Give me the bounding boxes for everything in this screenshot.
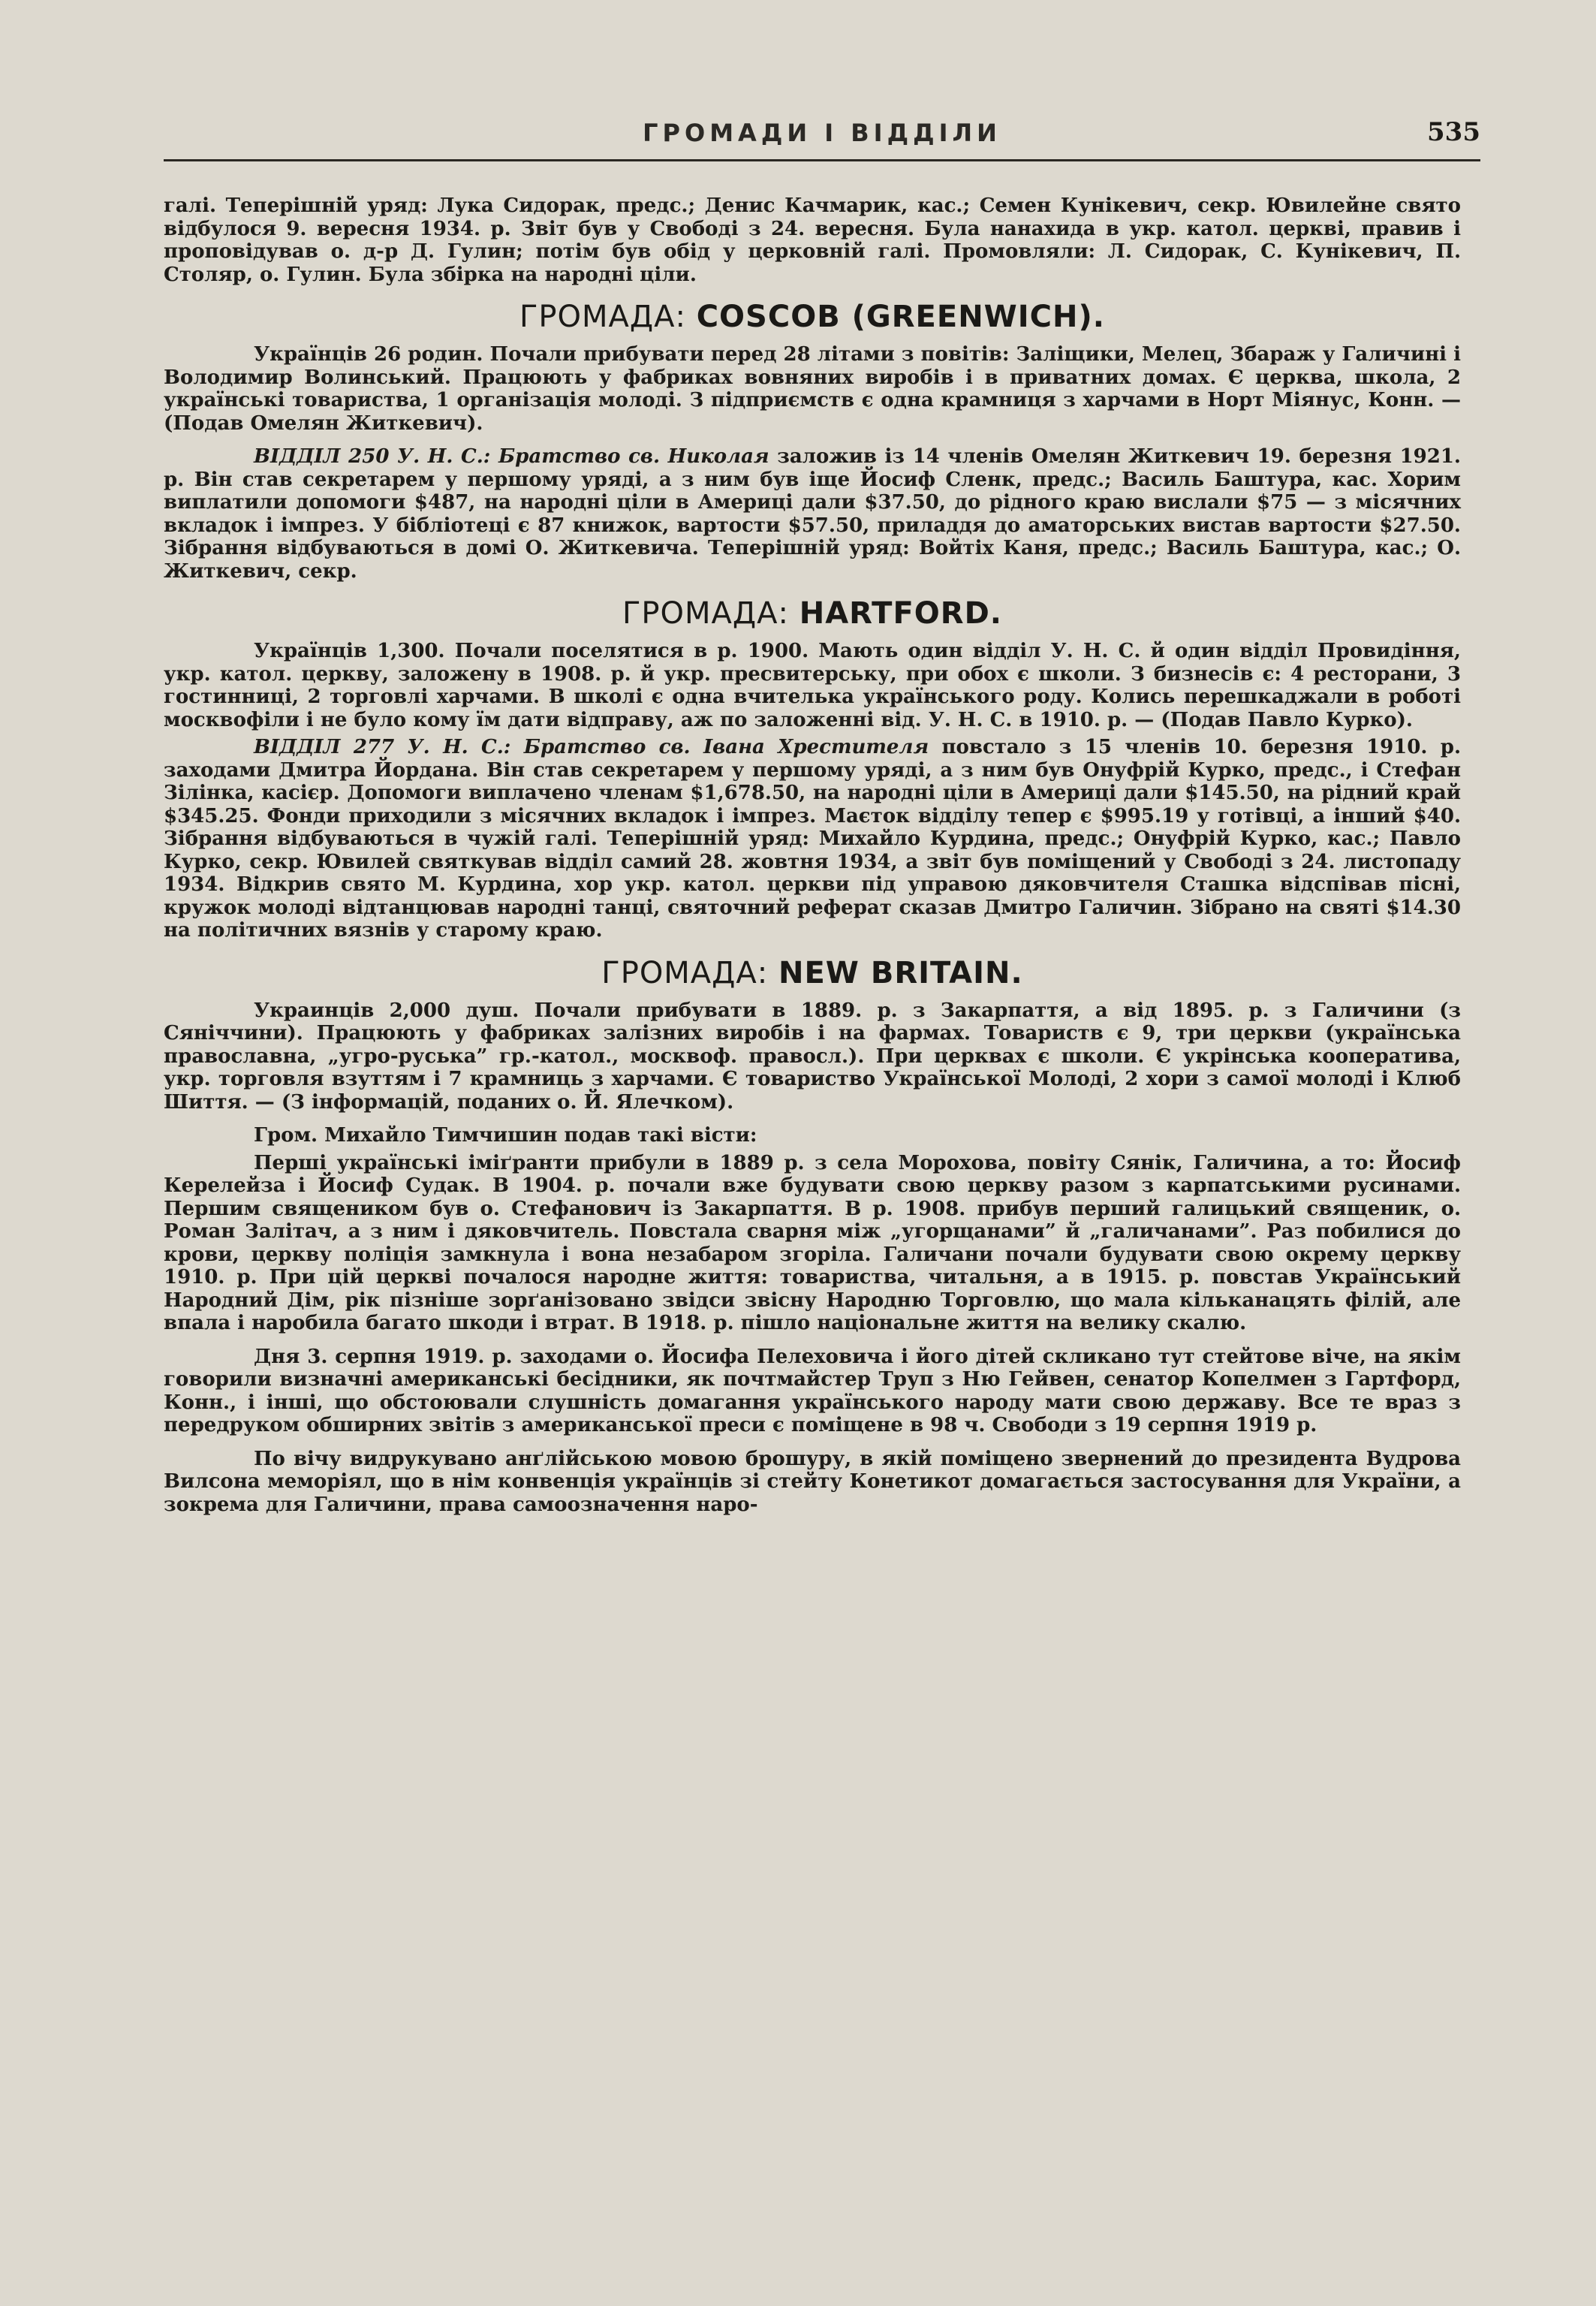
page-number: 535 (1427, 117, 1480, 147)
page-content (164, 194, 1461, 1516)
heading-place-name: NEW BRITAIN. (778, 955, 1023, 990)
branch-title: ВІДДІЛ 250 У. Н. С.: Братство св. Николая (254, 445, 769, 468)
heading-prefix: ГРОМАДА: (622, 596, 800, 631)
heading-place-name: HARTFORD. (799, 596, 1002, 631)
paragraph: По вічу видрукувано анґлійською мовою брошуру, в якій поміщено звернений до президента Вудрова Вилсона меморіял, що в нім конвенція українців зі стейту Конетикот домагається застосування для України, а зокрема для Галичини, права самоозначення наро- (164, 1447, 1461, 1516)
section-heading-hartford (164, 596, 1461, 631)
paragraph: Гром. Михайло Тимчишин подав такі вісти: (254, 1124, 757, 1147)
branch-title: ВІДДІЛ 277 У. Н. С.: Братство св. Івана Хрестителя (254, 736, 929, 758)
branch-text: повстало з 15 членів 10. березня 1910. р. заходами Дмитра Йордана. Він став секретарем у першому уряді, а з ним був Онуфрій Курко, предс., і Стефан Зілінка, касієр. Допомоги виплачено членам $1,678.50, на народні ціли в Америці дали $145.50, на рідний край $345.25. Фонди приходили з місячних вкладок і імпрез. Маєток відділу тепер є $995.19 у готівці, а інший $40. Зібрання відбуваються в чужій галі. Теперішній уряд: Михайло Курдина, предс.; Онуфрій Курко, кас.; Павло Курко, секр. Ювилей святкував відділ самий 28. жовтня 1934, а звіт був поміщений у Свободі з 24. листопаду 1934. Відкрив свято М. Курдина, хор укр. катол. церкви під управою дяковчителя Сташка відспівав пісні, кружок молоді відтанцював народні танці, святочний реферат сказав Дмитро Галичин. Зібрано на святі $14.30 на політичних вязнів у старому краю. (164, 736, 1461, 942)
paragraph: Дня 3. серпня 1919. р. заходами о. Йосифа Пелеховича і його дітей скликано тут стейтове віче, на якім говорили визначні американські бесідники, як почтмайстер Труп з Ню Гейвен, сенатор Копелмен з Гартфорд, Конн., і інші, що обстоювали слушність домагання українського народу мати свою державу. Все те враз з передруком обширних звітів з американської преси є поміщене в 98 ч. Свободи з 19 серпня 1919 р. (164, 1345, 1461, 1436)
page-header (164, 113, 1480, 161)
branch-paragraph (164, 445, 1461, 583)
section-heading-coscob (164, 300, 1461, 334)
paragraph: Перші українські іміґранти прибули в 1889 р. з села Морохова, повіту Сянік, Галичина, а то: Йосиф Керелейза і Йосиф Судак. В 1904. р. почали вже будувати свою церкву разом з карпатськими русинами. Першим священиком був о. Стефанович із Закарпаття. В р. 1908. прибув перший галицький священик, о. Роман Залітач, а з ним і дяковчитель. Повстала сварня між „угорщанами” й „галичанами”. Раз побилися до крови, церкву поліція замкнула і вона незабаром згоріла. Галичани почали будувати свою окрему церкву 1910. р. При цій церкві почалося народне життя: товариства, читальня, а в 1915. р. повстав Український Народний Дім, рік пізніше зорґанізовано звідси звісну Народню Торговлю, що мала кільканацять філій, але впала і наробила багато шкоди і втрат. В 1918. р. пішло національне життя на велику скалю. (164, 1151, 1461, 1334)
continuation-paragraph: галі. Теперішній уряд: Лука Сидорак, предс.; Денис Качмарик, кас.; Семен Кунікевич, секр. Ювилейне свято відбулося 9. вересня 1934. р. Звіт був у Свободі з 24. вересня. Була нанахида в укр. катол. церкві, правив і проповідував о. д-р Д. Гулин; потім був обід у церковній галі. Промовляли: Л. Сидорак, С. Кунікевич, П. Столяр, о. Гулин. Була збірка на народні ціли. (164, 194, 1461, 286)
paragraph: Украинців 2,000 душ. Почали прибувати в 1889. р. з Закарпаття, а від 1895. р. з Галичини (з Сяніччини). Працюють у фабриках залізних виробів і на фармах. Товариств є 9, три церкви (українська православна, „угро-руська” гр.-катол., москвоф. правосл.). При церквах є школи. Є укрінська кооператива, укр. торговля взуттям і 7 крамниць з харчами. Є товариство Української Молоді, 2 хори з самої молоді і Клюб Шиття. — (З інформацій, поданих о. Й. Ялечком). (164, 999, 1461, 1114)
heading-prefix: ГРОМАДА: (601, 955, 778, 990)
branch-text: заложив із 14 членів Омелян Житкевич 19. березня 1921. р. Він став секретарем у першому уряді, а з ним був іще Йосиф Сленк, предс.; Василь Баштура, кас. Хорим виплатили допомоги $487, на народні ціли в Америці дали $37.50, до рідного краю вислали $75 — з місячних вкладок і імпрез. У бібліотеці є 87 книжок, вартости $57.50, приладдя до аматорських вистав вартости $27.50. Зібрання відбуваються в домі О. Житкевича. Теперішній уряд: Войтіх Каня, предс.; Василь Баштура, кас.; О. Житкевич, секр. (164, 445, 1461, 583)
heading-prefix: ГРОМАДА: (519, 300, 697, 334)
paragraph: Українців 26 родин. Почали прибувати перед 28 літами з повітів: Заліщики, Мелец, Збараж у Галичині і Володимир Волинський. Працюють у фабриках вовняних виробів і в приватних домах. Є церква, школа, 2 українські товариства, 1 організація молоді. З підприємств є одна крамниця з харчами в Норт Міянус, Конн. — (Подав Омелян Житкевич). (164, 343, 1461, 435)
section-heading-new-britain (164, 956, 1461, 990)
paragraph: Українців 1,300. Почали поселятися в р. 1900. Мають один відділ У. Н. С. й один відділ Провидіння, укр. катол. церкву, заложену в 1908. р. й укр. пресвитерську, при обох є школи. З бизнесів є: 4 ресторани, 3 гостинниці, 2 торговлі харчами. В школі є одна вчителька українського роду. Колись перешкаджали в роботі москвофіли і не було кому їм дати відправу, аж по заложенні від. У. Н. С. в 1910. р. — (Подав Павло Курко). (164, 640, 1461, 731)
branch-paragraph (164, 736, 1461, 942)
running-title: ГРОМАДИ І ВІДДІЛИ (643, 119, 1001, 147)
heading-place-name: COSCOB (GREENWICH). (696, 300, 1105, 334)
